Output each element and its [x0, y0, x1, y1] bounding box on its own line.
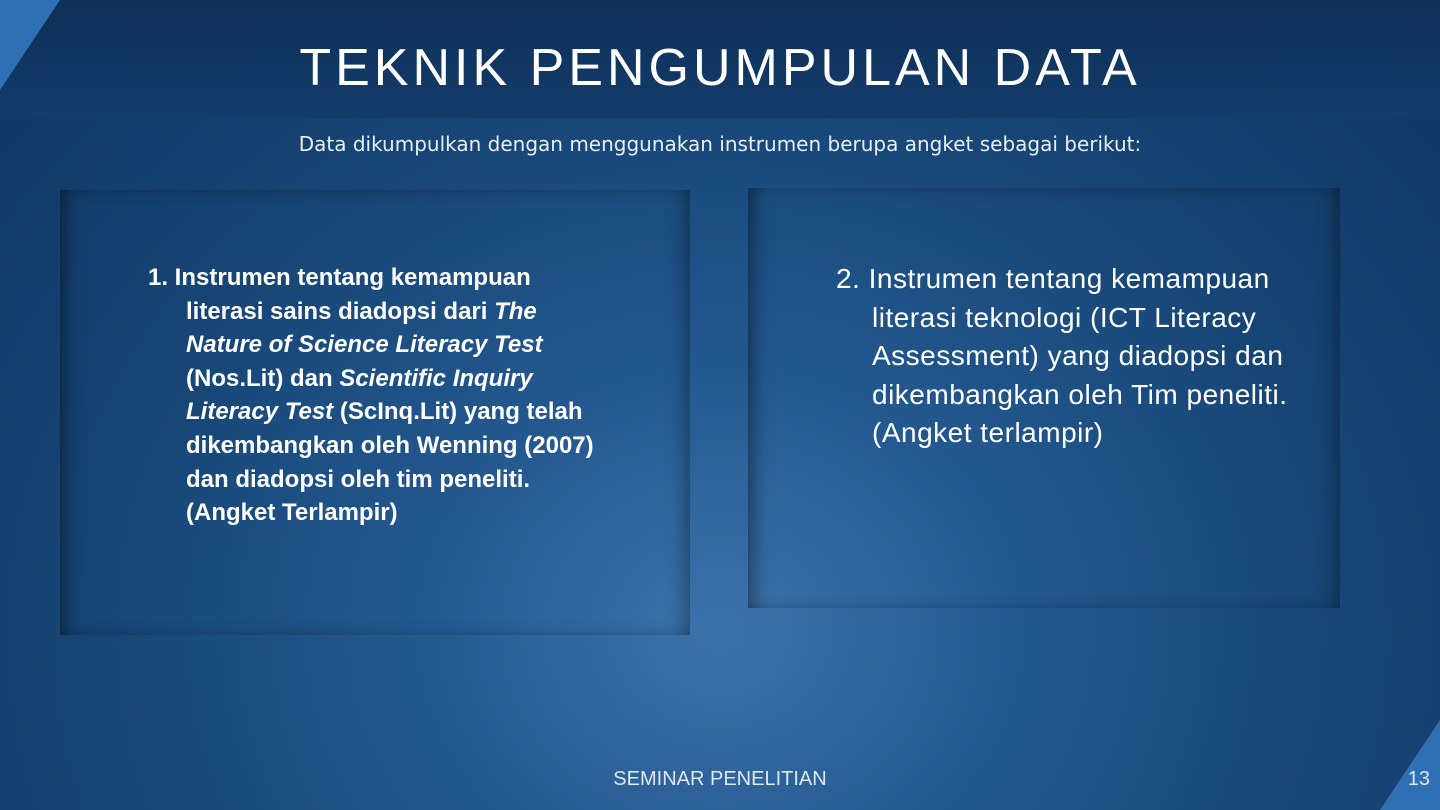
- instrument-item-1-text: 1. Instrumen tentang kemampuan literasi sains diadopsi dari The Nature of Science Literacy Test (Nos.Lit) dan Scientific Inquiry Literacy Test (ScInq.Lit) yang telah dikembangkan oleh Wenning (2007) dan diadopsi oleh tim peneliti. (Angket Terlampir): [148, 264, 594, 527]
- page-number: 13: [1407, 768, 1430, 790]
- instrument-item-2-text: 2. Instrumen tentang kemampuan literasi teknologi (ICT Literacy Assessment) yang diadopsi dan dikembangkan oleh Tim peneliti. (Angket terlampir): [836, 263, 1288, 448]
- slide-subtitle: Data dikumpulkan dengan menggunakan instrumen berupa angket sebagai berikut:: [298, 132, 1142, 156]
- corner-decoration-bottom-right: [1380, 720, 1440, 810]
- footer-text: SEMINAR PENELITIAN: [613, 768, 827, 790]
- instrument-item-1: [148, 261, 608, 530]
- instrument-item-2: [836, 260, 1296, 453]
- slide-title: TEKNIK PENGUMPULAN DATA: [299, 39, 1141, 97]
